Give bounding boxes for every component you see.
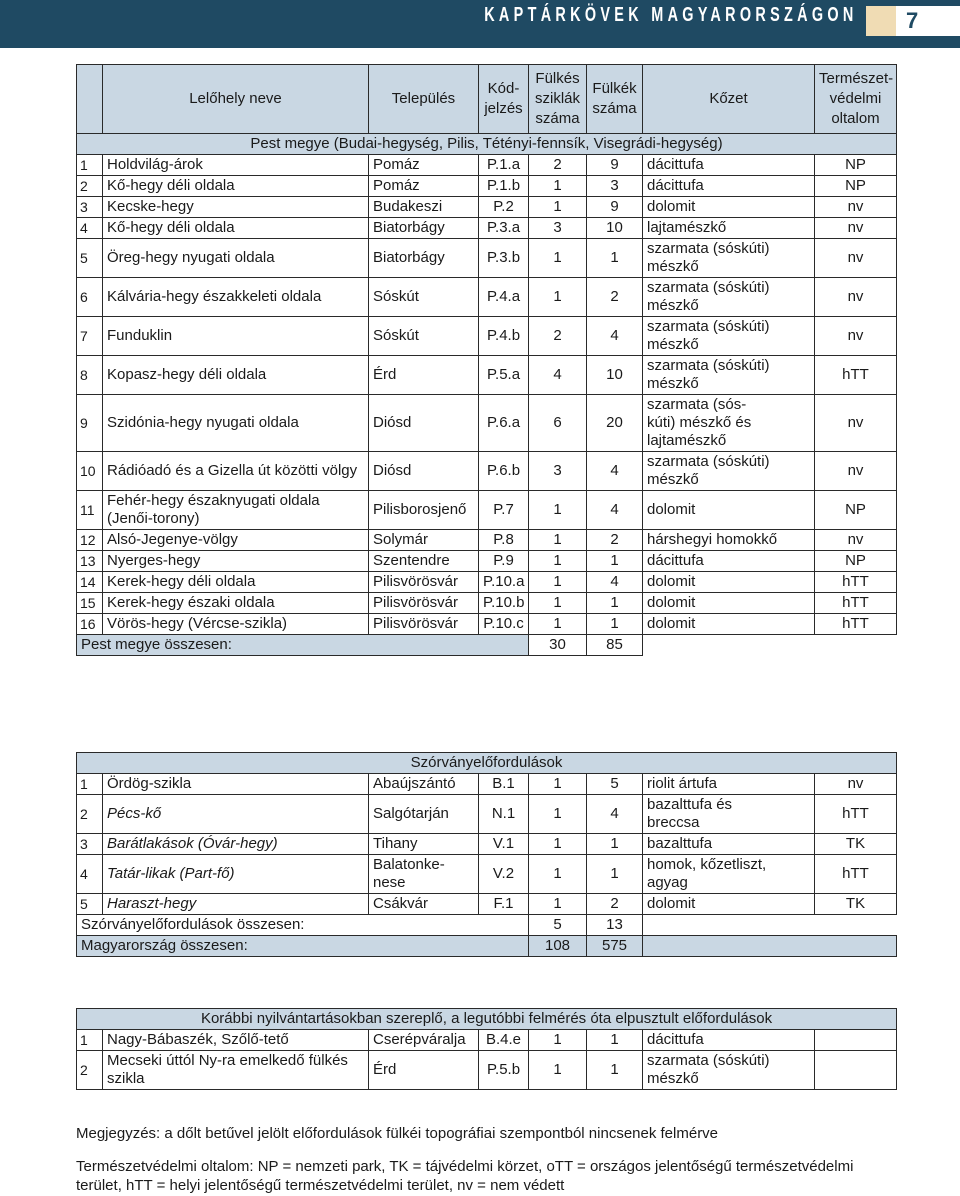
scatter-site-name: Ördög-szikla xyxy=(103,774,369,795)
site-row xyxy=(77,572,897,593)
scatter-site-number: 2 xyxy=(77,795,103,834)
scatter-site-code: V.2 xyxy=(479,855,529,894)
scatter-site-row xyxy=(77,774,897,795)
scatter-site-niche-count: 2 xyxy=(587,894,643,915)
header-location: Lelőhely neve xyxy=(103,65,369,134)
site-protection: nv xyxy=(815,278,897,317)
page-number-accent xyxy=(866,6,896,36)
site-row xyxy=(77,530,897,551)
site-name: Kopasz-hegy déli oldala xyxy=(103,356,369,395)
site-code: P.1.b xyxy=(479,176,529,197)
site-niche-count: 3 xyxy=(587,176,643,197)
scatter-site-protection: hTT xyxy=(815,855,897,894)
header-blank xyxy=(77,65,103,134)
scatter-site-settlement: Balatonke- nese xyxy=(369,855,479,894)
site-niche-count: 4 xyxy=(587,317,643,356)
site-rock-type: szarmata (sóskúti) mészkő xyxy=(643,239,815,278)
site-protection: NP xyxy=(815,551,897,572)
site-rock-count: 1 xyxy=(529,572,587,593)
scatter-site-protection: nv xyxy=(815,774,897,795)
scatter-site-rock-type: homok, kőzetliszt, agyag xyxy=(643,855,815,894)
site-name: Funduklin xyxy=(103,317,369,356)
scatter-site-row xyxy=(77,855,897,894)
site-rock-count: 1 xyxy=(529,593,587,614)
site-row xyxy=(77,395,897,452)
scatter-site-settlement: Salgótarján xyxy=(369,795,479,834)
site-protection: nv xyxy=(815,239,897,278)
scatter-site-code: N.1 xyxy=(479,795,529,834)
site-rock-type: szarmata (sóskúti) mészkő xyxy=(643,356,815,395)
site-protection: nv xyxy=(815,530,897,551)
site-rock-count: 4 xyxy=(529,356,587,395)
section-title: Pest megye (Budai-hegység, Pilis, Tétényi-fennsík, Visegrádi-hegység) xyxy=(77,134,897,155)
scatter-title-row xyxy=(77,753,897,774)
scatter-table xyxy=(76,752,897,957)
site-row xyxy=(77,614,897,635)
site-settlement: Biatorbágy xyxy=(369,218,479,239)
site-code: P.3.b xyxy=(479,239,529,278)
site-number: 1 xyxy=(77,155,103,176)
scatter-site-rock-type: bazalttufa xyxy=(643,834,815,855)
destroyed-site-rock-type: dácittufa xyxy=(643,1030,815,1051)
site-number: 3 xyxy=(77,197,103,218)
running-title: KAPTÁRKÖVEK MAGYARORSZÁGON xyxy=(484,4,858,26)
site-name: Kálvária-hegy északkeleti oldala xyxy=(103,278,369,317)
page-header-band xyxy=(0,0,960,48)
site-name: Kő-hegy déli oldala xyxy=(103,176,369,197)
site-code: P.8 xyxy=(479,530,529,551)
total-blank xyxy=(643,635,897,656)
scatter-site-code: V.1 xyxy=(479,834,529,855)
site-rock-type: dácittufa xyxy=(643,155,815,176)
site-rock-type: dolomit xyxy=(643,593,815,614)
site-protection: nv xyxy=(815,395,897,452)
header-niche-count: Fülkék száma xyxy=(587,65,643,134)
scatter-site-row xyxy=(77,795,897,834)
site-settlement: Pilisvörösvár xyxy=(369,614,479,635)
site-name: Kő-hegy déli oldala xyxy=(103,218,369,239)
site-protection: hTT xyxy=(815,572,897,593)
scatter-site-settlement: Tihany xyxy=(369,834,479,855)
destroyed-site-row xyxy=(77,1051,897,1090)
scatter-site-number: 4 xyxy=(77,855,103,894)
destroyed-site-rock-count: 1 xyxy=(529,1051,587,1090)
site-rock-count: 1 xyxy=(529,614,587,635)
scatter-site-niche-count: 1 xyxy=(587,855,643,894)
site-code: P.3.a xyxy=(479,218,529,239)
total-label: Pest megye összesen: xyxy=(77,635,529,656)
destroyed-site-protection xyxy=(815,1030,897,1051)
destroyed-site-rock-type: szarmata (sóskúti) mészkő xyxy=(643,1051,815,1090)
site-rock-type: lajtamészkő xyxy=(643,218,815,239)
site-row xyxy=(77,218,897,239)
site-number: 14 xyxy=(77,572,103,593)
destroyed-site-number: 1 xyxy=(77,1030,103,1051)
site-row xyxy=(77,197,897,218)
site-protection: nv xyxy=(815,218,897,239)
site-number: 6 xyxy=(77,278,103,317)
header-protection: Természet- védelmi oltalom xyxy=(815,65,897,134)
scatter-site-row xyxy=(77,834,897,855)
destroyed-title: Korábbi nyilvántartásokban szereplő, a legutóbbi felmérés óta elpusztult előfordulások xyxy=(77,1009,897,1030)
site-name: Kecske-hegy xyxy=(103,197,369,218)
scatter-site-rock-count: 1 xyxy=(529,894,587,915)
site-rock-type: dolomit xyxy=(643,197,815,218)
site-code: P.9 xyxy=(479,551,529,572)
scatter-site-settlement: Abaújszántó xyxy=(369,774,479,795)
site-niche-count: 20 xyxy=(587,395,643,452)
site-number: 5 xyxy=(77,239,103,278)
site-rock-type: szarmata (sóskúti) mészkő xyxy=(643,452,815,491)
site-name: Kerek-hegy déli oldala xyxy=(103,572,369,593)
destroyed-site-number: 2 xyxy=(77,1051,103,1090)
site-code: P.10.a xyxy=(479,572,529,593)
site-settlement: Diósd xyxy=(369,452,479,491)
site-rock-count: 1 xyxy=(529,491,587,530)
scatter-site-rock-type: bazalttufa és breccsa xyxy=(643,795,815,834)
header-rock-type: Kőzet xyxy=(643,65,815,134)
site-settlement: Solymár xyxy=(369,530,479,551)
footnote-italics: Megjegyzés: a dőlt betűvel jelölt előfordulások fülkéi topográfiai szempontból nincsenek felmérve xyxy=(76,1125,719,1142)
subtotal-label: Szórványelőfordulások összesen: xyxy=(77,915,529,936)
scatter-site-rock-count: 1 xyxy=(529,774,587,795)
scatter-title: Szórványelőfordulások xyxy=(77,753,897,774)
scatter-site-code: F.1 xyxy=(479,894,529,915)
destroyed-site-niche-count: 1 xyxy=(587,1051,643,1090)
subtotal-row xyxy=(77,915,897,936)
scatter-site-name: Haraszt-hegy xyxy=(103,894,369,915)
subtotal-rocks: 5 xyxy=(529,915,587,936)
destroyed-site-code: P.5.b xyxy=(479,1051,529,1090)
scatter-site-number: 3 xyxy=(77,834,103,855)
site-niche-count: 10 xyxy=(587,356,643,395)
site-settlement: Pomáz xyxy=(369,176,479,197)
destroyed-site-code: B.4.e xyxy=(479,1030,529,1051)
subtotal-niches: 13 xyxy=(587,915,643,936)
site-niche-count: 4 xyxy=(587,452,643,491)
site-number: 4 xyxy=(77,218,103,239)
site-niche-count: 1 xyxy=(587,614,643,635)
site-name: Szidónia-hegy nyugati oldala xyxy=(103,395,369,452)
site-rock-type: dácittufa xyxy=(643,551,815,572)
site-number: 9 xyxy=(77,395,103,452)
site-rock-count: 1 xyxy=(529,530,587,551)
site-row xyxy=(77,452,897,491)
site-row xyxy=(77,491,897,530)
site-niche-count: 2 xyxy=(587,278,643,317)
site-rock-count: 3 xyxy=(529,452,587,491)
scatter-site-name: Barátlakások (Óvár-hegy) xyxy=(103,834,369,855)
site-niche-count: 9 xyxy=(587,155,643,176)
site-niche-count: 1 xyxy=(587,593,643,614)
site-number: 12 xyxy=(77,530,103,551)
site-protection: NP xyxy=(815,155,897,176)
site-protection: hTT xyxy=(815,614,897,635)
grand-total-niches: 575 xyxy=(587,936,643,957)
site-settlement: Pilisvörösvár xyxy=(369,593,479,614)
pest-county-table xyxy=(76,64,897,656)
site-number: 11 xyxy=(77,491,103,530)
scatter-site-rock-count: 1 xyxy=(529,795,587,834)
scatter-site-protection: hTT xyxy=(815,795,897,834)
site-settlement: Szentendre xyxy=(369,551,479,572)
header-rock-count: Fülkés sziklák száma xyxy=(529,65,587,134)
site-settlement: Pilisborosjenő xyxy=(369,491,479,530)
scatter-site-rock-type: dolomit xyxy=(643,894,815,915)
scatter-site-niche-count: 4 xyxy=(587,795,643,834)
site-number: 13 xyxy=(77,551,103,572)
page-number: 7 xyxy=(896,6,960,36)
site-niche-count: 1 xyxy=(587,551,643,572)
site-code: P.1.a xyxy=(479,155,529,176)
site-number: 2 xyxy=(77,176,103,197)
site-niche-count: 4 xyxy=(587,491,643,530)
site-name: Nyerges-hegy xyxy=(103,551,369,572)
site-settlement: Pilisvörösvár xyxy=(369,572,479,593)
header-row xyxy=(77,65,897,134)
site-settlement: Érd xyxy=(369,356,479,395)
site-rock-count: 1 xyxy=(529,239,587,278)
destroyed-sites-table xyxy=(76,1008,897,1090)
site-settlement: Diósd xyxy=(369,395,479,452)
site-row xyxy=(77,356,897,395)
site-code: P.10.b xyxy=(479,593,529,614)
site-name: Fehér-hegy északnyugati oldala (Jenői-torony) xyxy=(103,491,369,530)
footnote-protection-legend: Természetvédelmi oltalom: NP = nemzeti park, TK = tájvédelmi körzet, oTT = országos jelentőségű természetvédelmi terület, hTT = helyi jelentőségű természetvédelmi terület, nv = nem védett xyxy=(76,1158,854,1194)
total-rocks: 30 xyxy=(529,635,587,656)
site-code: P.2 xyxy=(479,197,529,218)
scatter-site-niche-count: 5 xyxy=(587,774,643,795)
site-code: P.6.a xyxy=(479,395,529,452)
destroyed-site-rock-count: 1 xyxy=(529,1030,587,1051)
site-name: Rádióadó és a Gizella út közötti völgy xyxy=(103,452,369,491)
site-rock-type: dolomit xyxy=(643,491,815,530)
site-settlement: Biatorbágy xyxy=(369,239,479,278)
site-settlement: Budakeszi xyxy=(369,197,479,218)
site-protection: nv xyxy=(815,317,897,356)
site-rock-type: szarmata (sós- kúti) mészkő és lajtamészkő xyxy=(643,395,815,452)
site-protection: NP xyxy=(815,491,897,530)
total-niches: 85 xyxy=(587,635,643,656)
site-rock-type: szarmata (sóskúti) mészkő xyxy=(643,278,815,317)
scatter-site-settlement: Csákvár xyxy=(369,894,479,915)
site-code: P.7 xyxy=(479,491,529,530)
site-niche-count: 4 xyxy=(587,572,643,593)
site-row xyxy=(77,278,897,317)
site-rock-type: dolomit xyxy=(643,572,815,593)
scatter-site-name: Pécs-kő xyxy=(103,795,369,834)
site-name: Kerek-hegy északi oldala xyxy=(103,593,369,614)
site-rock-type: hárshegyi homokkő xyxy=(643,530,815,551)
destroyed-site-name: Nagy-Bábaszék, Szőlő-tető xyxy=(103,1030,369,1051)
site-rock-count: 3 xyxy=(529,218,587,239)
site-row xyxy=(77,239,897,278)
site-rock-count: 1 xyxy=(529,278,587,317)
site-rock-type: szarmata (sóskúti) mészkő xyxy=(643,317,815,356)
site-name: Alsó-Jegenye-völgy xyxy=(103,530,369,551)
destroyed-site-row xyxy=(77,1030,897,1051)
site-row xyxy=(77,317,897,356)
destroyed-site-name: Mecseki úttól Ny-ra emelkedő fülkés szikla xyxy=(103,1051,369,1090)
site-settlement: Sóskút xyxy=(369,317,479,356)
grand-total-label: Magyarország összesen: xyxy=(77,936,529,957)
scatter-site-protection: TK xyxy=(815,894,897,915)
scatter-site-rock-count: 1 xyxy=(529,855,587,894)
scatter-site-row xyxy=(77,894,897,915)
scatter-site-rock-type: riolit ártufa xyxy=(643,774,815,795)
scatter-site-niche-count: 1 xyxy=(587,834,643,855)
grand-total-row xyxy=(77,936,897,957)
site-niche-count: 1 xyxy=(587,239,643,278)
site-number: 15 xyxy=(77,593,103,614)
site-name: Vörös-hegy (Vércse-szikla) xyxy=(103,614,369,635)
site-row xyxy=(77,176,897,197)
site-number: 7 xyxy=(77,317,103,356)
site-rock-count: 1 xyxy=(529,197,587,218)
site-niche-count: 9 xyxy=(587,197,643,218)
site-niche-count: 2 xyxy=(587,530,643,551)
total-row xyxy=(77,635,897,656)
destroyed-title-row xyxy=(77,1009,897,1030)
scatter-site-rock-count: 1 xyxy=(529,834,587,855)
site-rock-count: 1 xyxy=(529,551,587,572)
site-rock-type: dácittufa xyxy=(643,176,815,197)
grand-total-blank xyxy=(643,936,897,957)
site-protection: NP xyxy=(815,176,897,197)
site-code: P.10.c xyxy=(479,614,529,635)
scatter-site-code: B.1 xyxy=(479,774,529,795)
subtotal-blank xyxy=(643,915,897,936)
scatter-site-number: 1 xyxy=(77,774,103,795)
site-rock-count: 2 xyxy=(529,155,587,176)
site-rock-type: dolomit xyxy=(643,614,815,635)
header-code: Kód- jelzés xyxy=(479,65,529,134)
section-title-row xyxy=(77,134,897,155)
destroyed-site-settlement: Cserépváralja xyxy=(369,1030,479,1051)
site-protection: hTT xyxy=(815,356,897,395)
site-niche-count: 10 xyxy=(587,218,643,239)
destroyed-site-settlement: Érd xyxy=(369,1051,479,1090)
site-code: P.4.a xyxy=(479,278,529,317)
grand-total-rocks: 108 xyxy=(529,936,587,957)
site-rock-count: 2 xyxy=(529,317,587,356)
site-number: 16 xyxy=(77,614,103,635)
site-protection: nv xyxy=(815,197,897,218)
site-protection: nv xyxy=(815,452,897,491)
site-name: Öreg-hegy nyugati oldala xyxy=(103,239,369,278)
scatter-site-name: Tatár-likak (Part-fő) xyxy=(103,855,369,894)
site-protection: hTT xyxy=(815,593,897,614)
site-row xyxy=(77,551,897,572)
site-row xyxy=(77,155,897,176)
header-settlement: Település xyxy=(369,65,479,134)
site-number: 10 xyxy=(77,452,103,491)
site-name: Holdvilág-árok xyxy=(103,155,369,176)
scatter-site-number: 5 xyxy=(77,894,103,915)
site-settlement: Pomáz xyxy=(369,155,479,176)
site-number: 8 xyxy=(77,356,103,395)
destroyed-site-niche-count: 1 xyxy=(587,1030,643,1051)
scatter-site-protection: TK xyxy=(815,834,897,855)
site-code: P.4.b xyxy=(479,317,529,356)
site-rock-count: 1 xyxy=(529,176,587,197)
site-code: P.5.a xyxy=(479,356,529,395)
site-rock-count: 6 xyxy=(529,395,587,452)
site-code: P.6.b xyxy=(479,452,529,491)
site-settlement: Sóskút xyxy=(369,278,479,317)
site-row xyxy=(77,593,897,614)
destroyed-site-protection xyxy=(815,1051,897,1090)
